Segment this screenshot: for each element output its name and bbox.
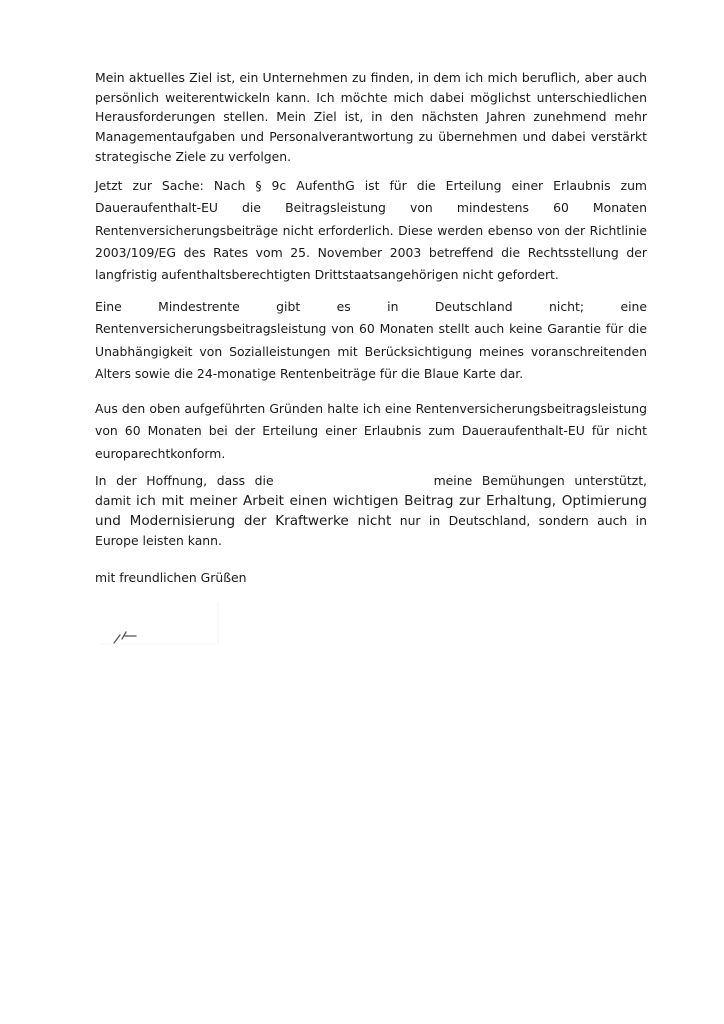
paragraph-conclusion: Aus den oben aufgeführten Gründen halte ich eine Rentenversicherungsbeitragsleistung von 60 Monaten bei der Erteilung einer Erlaubnis zum Daueraufenthalt-EU für nicht europarechtkonform. bbox=[95, 401, 647, 461]
paragraph-minimum-pension: Eine Mindestrente gibt es in Deutschland nicht; eine Rentenversicherungsbeitragsleistung von 60 Monaten stellt auch keine Garantie für die Unabhängigkeit von Sozialleistungen mit Berücksichtigung meines voranschreitenden Alters sowie die 24-monatige Rentenbeiträge für die Blaue Karte dar. bbox=[95, 299, 647, 381]
paragraph-hope-middle: ich mit meiner Arbeit einen wichtigen Beitrag zur Erhaltung, Optimierung und Modernisierung der Kraftwerke nicht bbox=[95, 493, 647, 529]
paragraph-hope-after-gap: meine Bemühungen unterstützt, damit bbox=[95, 473, 647, 508]
signature-image bbox=[98, 600, 222, 646]
paragraph-hope bbox=[95, 471, 647, 551]
paragraph-career-goal: Mein aktuelles Ziel ist, ein Unternehmen zu finden, in dem ich mich beruflich, aber auch persönlich weiterentwickeln kann. Ich möchte mich dabei möglichst unterschiedlichen Herausforderungen stellen. Mein Ziel ist, in den nächsten Jahren zunehmend mehr Managementaufgaben und Personalverantwortung zu übernehmen und dabei verstärkt strategische Ziele zu verfolgen. bbox=[95, 70, 647, 164]
paragraph-hope-end: nur in Deutschland, sondern auch in Europe leisten kann. bbox=[95, 513, 647, 548]
paragraph-hope-start: In der Hoffnung, dass die bbox=[95, 473, 274, 488]
closing-salutation: mit freundlichen Grüßen bbox=[95, 570, 247, 585]
paragraph-legal-basis: Jetzt zur Sache: Nach § 9c AufenthG ist für die Erteilung einer Erlaubnis zum Daueraufenthalt-EU die Beitragsleistung von mindestens 60 Monaten Rentenversicherungsbeiträge nicht erforderlich. Diese werden ebenso von der Richtlinie 2003/109/EG des Rates vom 25. November 2003 betreffend die Rechtsstellung der langfristig aufenthaltsberechtigten Drittstaatsangehörigen nicht gefordert. bbox=[95, 178, 647, 283]
signature-stroke bbox=[114, 632, 136, 643]
